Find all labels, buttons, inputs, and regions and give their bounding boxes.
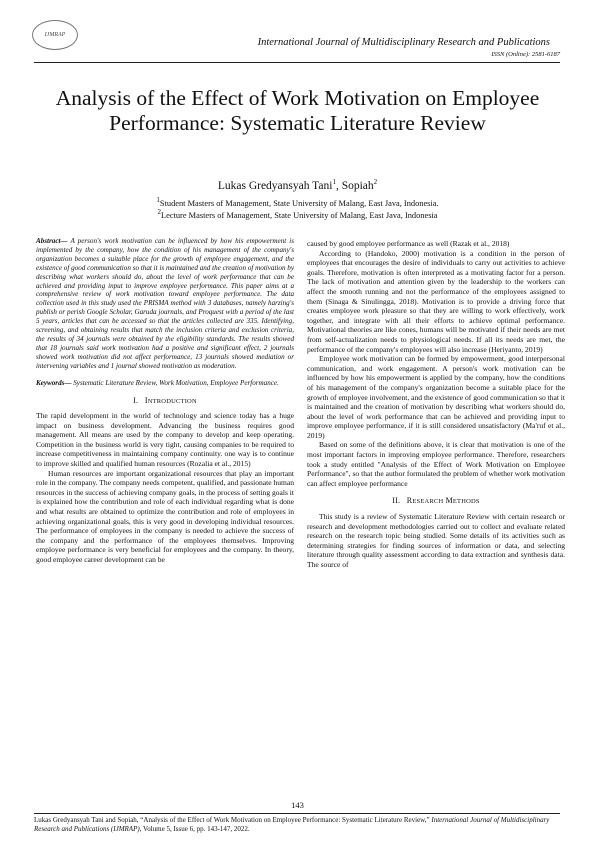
journal-name: International Journal of Multidisciplinary Research and Publications [257,37,550,48]
paragraph: The rapid development in the world of technology and science today has a huge impact on business development. Advancing the business requires good management. All means are used by the company to develop and keep operating. Competition in the business world is very tight, causing companies to be required to increase competitiveness in maintaining company continuity. one way is to continue to improve skilled and qualified human resources (Rozalia et al., 2015) [36,411,294,469]
affiliation-1-sup: 1 [156,196,160,204]
paragraph: Based on some of the definitions above, it is clear that motivation is one of the most important factors in improving employee performance. Therefore, researchers took a study entitled "Analysis of the Effect of Work Motivation on Employee Performance", so that the author formulated the problem of whether work motivation can affect employee performance [307,440,565,488]
paper-title: Analysis of the Effect of Work Motivation on Employee Performance: Systematic Literature Review [55,86,540,135]
affiliation-2-text: Lecture Masters of Management, State University of Malang, East Java, Indonesia [160,210,438,220]
affiliation-2-sup: 2 [157,208,161,216]
paragraph: This study is a review of Systematic Literature Review with certain research or research and development methodologies carried out to collect and evaluate related research on the research topic being studied. Some details of its activities such as determining strategies for finding sources of information or data, and selecting literature through quality assessment according to data extraction and synthesis data. The source of [307,512,565,569]
issn: ISSN (Online): 2581-6187 [491,51,560,58]
paragraph: caused by good employee performance as well (Razak et al., 2018) [307,239,510,248]
affiliation-2 [40,208,555,220]
left-column [36,237,294,565]
author-1-sup: 1 [332,178,336,186]
section-heading-introduction [36,396,294,407]
section-initial: I [144,395,148,405]
paragraph: According to (Handoko, 2000) motivation is a condition in the person of employees that encourages the desire of individuals to carry out activities to achieve goals. Therefore, motivation is often interpreted as a motivating factor for a person. The lack of motivation and attention given by the leadership to the workers can affect the smooth running and not the performance of the employees assigned to them (Sinaga & Sinulingga, 2018). Motivation is to provide a driving force that creates employee work pleasure so that they are willing to work effectively, work together, and integrate with all their efforts to achieve optimal performance. Motivational theories are like cones, humans will be motivated if their needs are met from self-actualization needs to physiological needs. If all its needs are met, the performance of the company's employees will also increase (Heriyanto, 2019) [307,248,565,354]
keywords-text: Systematic Literature Review, Work Motivation, Employee Performance. [71,378,279,387]
footer-rule [34,813,560,814]
section-rest-2: ETHODS [452,498,480,506]
author-2-sup: 2 [373,178,378,186]
affiliation-1-text: Student Masters of Management, State University of Malang, East Java, Indonesia. [159,198,439,208]
right-column [307,239,565,570]
journal-logo: IJMRAP [32,20,78,50]
keywords [36,379,294,388]
abstract [36,237,294,371]
authors [40,178,555,192]
section-heading-research-methods [307,496,565,507]
section-rest: ESEARCH [412,498,444,506]
abstract-text: A person's work motivation can be influenced by how his empowerment is implemented by the company, how the condition of his management of the company's organization becomes a suitable place for the growth of employee engagement, and the existence of good communication so that it is maintained and the creation of motivation by describing what workers should do, about the level of work performance that can be achieved and providing input to improve employee performance. This paper aims at a comprehensive review of work motivation toward employee performance. The data collection used in this study used the PRISMA method with 3 databases, namely harzing's publish or perish Google Scholar, Garuda journals, and Proquest with a period of the last 5 years, articles that can be accessed so that the articles collected are 335. Identifying, screening, and obtaining results that match the inclusion criteria and exclusion criteria, the results of 34 journals were obtained by the eligibility standards. The results showed that 18 journals said work motivation had a positive and significant effect, 2 journals showed work motivation did not affect performance, 13 journals showed mediation or intervening variables and 1 journal showed motivation as moderation. [36,237,294,370]
page-number: 143 [291,800,304,810]
section-rest: NTRODUCTION [147,397,197,405]
citation-plain: Lukas Gredyansyah Tani and Sopiah, “Analysis of the Effect of Work Motivation on Employee Performance: Systematic Literature Review,” [34,816,430,824]
section-numeral: II. [392,496,401,506]
author-1: Lukas Gredyansyah Tani [217,179,333,192]
citation-journal: International Journal of Multidisciplinary Research and Publications (IJMRAP) [34,816,550,833]
citation [34,816,564,834]
paragraph: Employee work motivation can be formed by empowerment, good interpersonal communication, and work engagement. A person's work motivation can be influenced by how his empowerment is applied by the company, how the conditions of his management of the company's organization become a suitable place for the growth of employee involvement, and the existence of good communication so that it is maintained and the creation of motivation by describing what workers should do, about the level of work performance that can be achieved and providing input to improve employee performance, if it is still considered unsatisfactory (Ma'ruf et al., 2019) [307,354,565,440]
affiliation-1 [40,196,555,208]
author-separator: , [335,179,342,192]
section-numeral: I. [133,395,139,405]
section-initial-2: M [445,496,453,506]
header-rule [34,62,560,63]
keywords-label: Keywords— [36,378,72,387]
section-initial: R [406,496,413,506]
paragraph: Human resources are important organizational resources that play an important role in the company. The company needs competent, qualified, and passionate human resources in the success of achieving company goals, in the process of setting goals it is explained how the contribution and role of each individual regarding what is done and what results are obtained to optimize the contribution and role of employees in achieving organizational goals, this is very good in developing individual resources. The performance of employees in the company is needed to achieve the success of the company and the performance of the employees themselves. Improving employee performance is very beneficial for employees and the company. In theory, good employee career development can be [36,468,294,564]
citation-end: , Volume 5, Issue 6, pp. 143-147, 2022. [139,825,250,833]
author-2: Sopiah [341,179,374,192]
abstract-label: Abstract— [36,237,68,245]
